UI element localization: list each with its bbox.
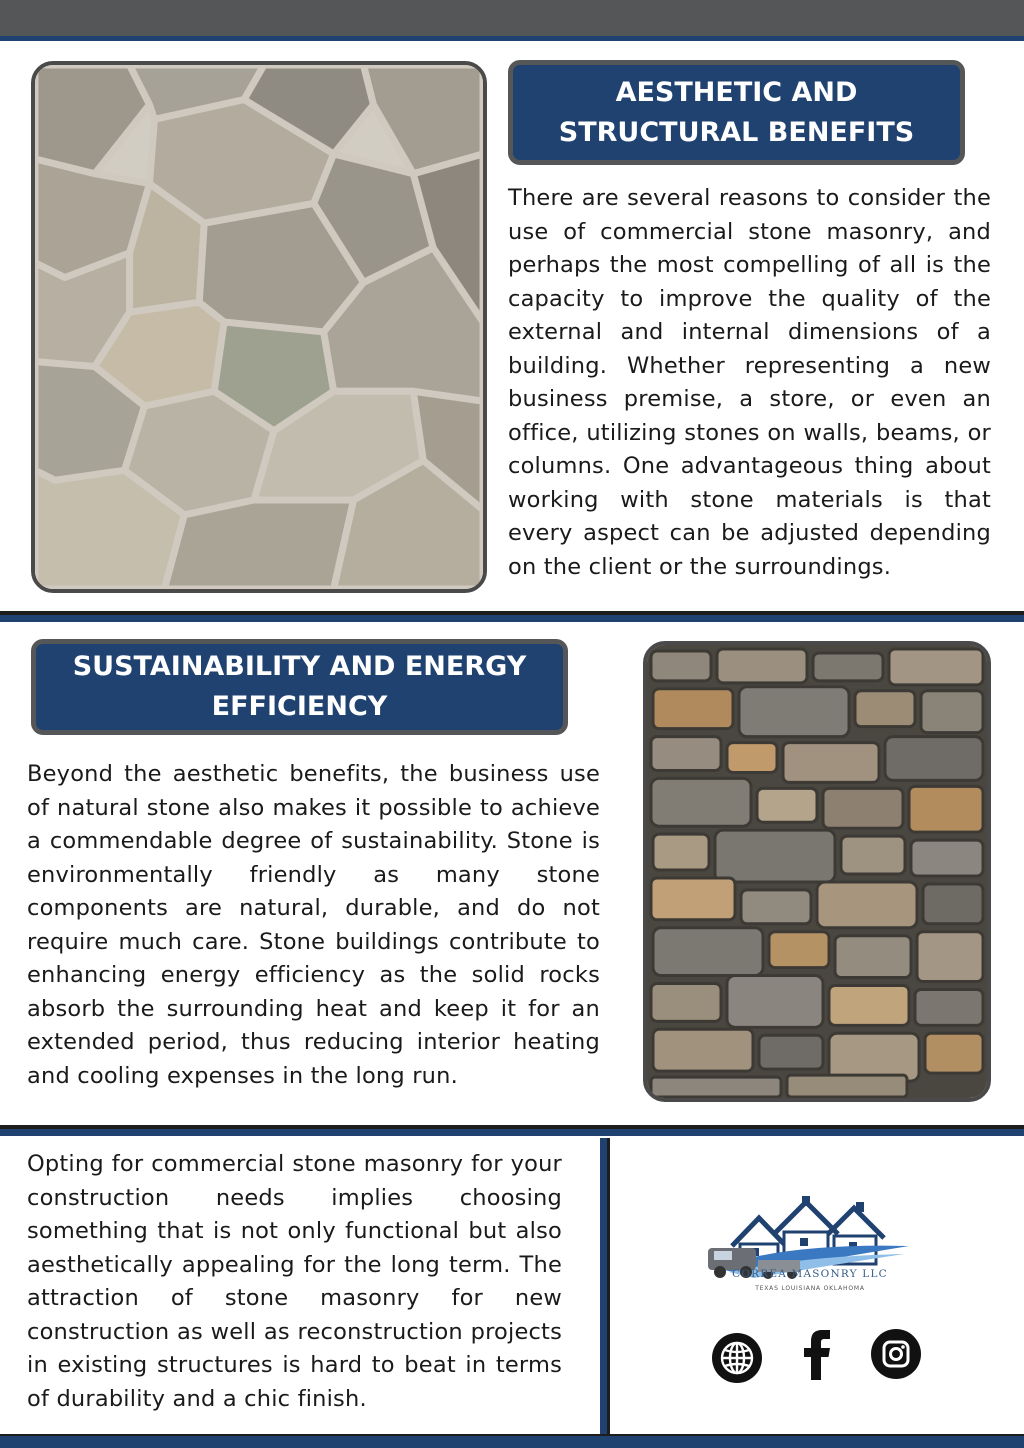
instagram-icon[interactable] [870,1328,922,1380]
footer-vertical-divider-shadow [607,1138,610,1448]
correa-masonry-logo [704,1188,914,1298]
top-accent-line [0,36,1024,41]
section1-heading: AESTHETIC AND STRUCTURAL BENEFITS [558,76,915,148]
stone-wall-photo-dark [643,641,991,1102]
logo-regions: TEXAS LOUISIANA OKLAHOMA [755,1285,865,1292]
section2-body: Beyond the aesthetic benefits, the business use of natural stone also makes it possible to achieve a commendable degree of sustainability. Stone is environmentally friendly as many stone components are natural, durable, and do not require much care. Stone buildings contribute to enhancing energy efficiency as the solid rocks absorb the surrounding heat and keep it for an extended period, thus reducing interior heating and cooling expenses in the long run. [27,761,600,1089]
section1-heading-banner [508,60,965,165]
section-divider-2 [0,1125,1024,1136]
section-divider-1 [0,611,1024,622]
stone-wall-photo-light [31,61,487,593]
globe-icon[interactable] [711,1332,763,1384]
bottom-divider [0,1436,1024,1448]
top-bar [0,0,1024,36]
section2-heading: SUSTAINABILITY AND ENERGY EFFICIENCY [72,651,527,722]
section2-heading-banner [31,639,568,735]
footer-vertical-divider [600,1138,607,1448]
section1-body: There are several reasons to consider the use of commercial stone masonry, and perhaps the most compelling of all is the capacity to improve the quality of the external and internal dimensions of a building. Whether representing a new business premise, a store, or even an office, utilizing stones on walls, beams, or columns. One advantageous thing about working with stone materials is that every aspect can be adjusted depending on the client or the surroundings. [508,185,991,580]
logo-company-name: CORREA MASONRY LLC [732,1268,888,1280]
facebook-icon[interactable] [800,1330,834,1380]
section3-body: Opting for commercial stone masonry for your construction needs implies choosing something that is not only functional but also aesthetically appealing for the long term. The attraction of stone masonry for new construction as well as reconstruction projects in existing structures is hard to beat in terms of durability and a chic finish. [27,1151,562,1412]
